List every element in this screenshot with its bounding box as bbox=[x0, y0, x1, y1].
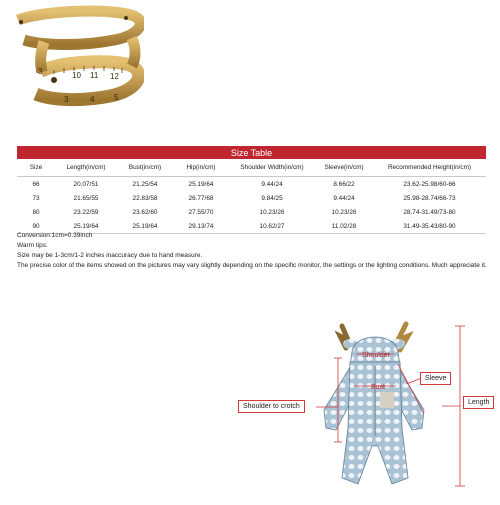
column-header: Recommended Height(in/cm) bbox=[373, 159, 486, 177]
table-cell: 25.19/64 bbox=[55, 219, 117, 234]
size-table bbox=[17, 146, 486, 234]
table-row bbox=[17, 205, 486, 219]
column-header: Bust(in/cm) bbox=[117, 159, 173, 177]
table-cell: 28.74-31.49/73-80 bbox=[403, 208, 456, 216]
table-cell: 31.49-35.43/80-90 bbox=[373, 219, 486, 234]
size-notes bbox=[17, 231, 487, 271]
size-table-title: Size Table bbox=[17, 146, 486, 159]
column-header: Size bbox=[17, 159, 55, 177]
table-row bbox=[17, 177, 486, 192]
tape-number: 4 bbox=[90, 95, 95, 104]
table-cell: 26.77/68 bbox=[188, 194, 214, 202]
table-cell: 23.22/59 bbox=[73, 208, 99, 216]
table-cell: 9.44/24 bbox=[333, 194, 355, 202]
size-table-header-row bbox=[17, 159, 486, 177]
bust-label: Bust bbox=[371, 384, 386, 391]
table-cell: 21.65/55 bbox=[73, 194, 99, 202]
table-cell: 90 bbox=[17, 219, 55, 234]
column-header: Length(in/cm) bbox=[55, 159, 117, 177]
tape-number: 3 bbox=[64, 95, 69, 104]
table-cell: 25.19/64 bbox=[117, 219, 173, 234]
table-cell: 20.07/51 bbox=[73, 180, 99, 188]
length-label: Length bbox=[463, 396, 494, 409]
table-cell: 11.02/28 bbox=[315, 219, 373, 234]
table-cell: 21.25/54 bbox=[132, 180, 158, 188]
deer-patch bbox=[380, 392, 394, 408]
table-cell: 25.19/64 bbox=[188, 180, 214, 188]
table-cell: 29.13/74 bbox=[173, 219, 229, 234]
table-cell: 80 bbox=[32, 208, 40, 216]
column-header: Sleeve(in/cm) bbox=[315, 159, 373, 177]
table-cell: 23.62/60 bbox=[132, 208, 158, 216]
size-table-title-row bbox=[17, 146, 486, 159]
table-cell: 73 bbox=[32, 194, 40, 202]
table-cell: 22.83/58 bbox=[132, 194, 158, 202]
shoulder-to-crotch-label: Shoulder to crotch bbox=[238, 400, 305, 413]
color-note: The precise color of the items showed on the pictures may vary slightly depending on the specific monitor, the settings or the lighting conditions. Much appreciate it. bbox=[17, 262, 487, 269]
table-cell: 10.23/26 bbox=[259, 208, 285, 216]
column-header: Shoulder Width(in/cm) bbox=[229, 159, 315, 177]
romper-measurement-image bbox=[230, 318, 500, 500]
table-cell: 9.84/25 bbox=[261, 194, 283, 202]
sleeve-label: Sleeve bbox=[420, 372, 451, 385]
conversion-note: Conversion:1cm=0.39inch bbox=[17, 232, 93, 239]
table-cell: 66 bbox=[32, 180, 40, 188]
table-cell: 9.44/24 bbox=[261, 180, 283, 188]
inaccuracy-note: Size may be 1-3cm/1-2 inches inaccuracy due to hand measure. bbox=[17, 252, 203, 259]
table-cell: 10.62/27 bbox=[229, 219, 315, 234]
tape-number: 11 bbox=[90, 71, 99, 80]
table-cell: 8.66/22 bbox=[333, 180, 355, 188]
table-row bbox=[17, 191, 486, 205]
table-cell: 25.98-28.74/66-73 bbox=[403, 194, 456, 202]
shoulder-label: Shoulder bbox=[362, 352, 391, 359]
tape-number: 5 bbox=[114, 93, 119, 102]
table-cell: 10.23/26 bbox=[331, 208, 357, 216]
column-header: Hip(in/cm) bbox=[173, 159, 229, 177]
measuring-tape-image bbox=[14, 2, 144, 112]
tape-number: 10 bbox=[72, 71, 81, 80]
table-cell: 27.55/70 bbox=[188, 208, 214, 216]
table-cell: 23.62-25.98/60-66 bbox=[403, 180, 456, 188]
tape-number: 3 bbox=[38, 67, 43, 76]
warm-tips-heading: Warm tips: bbox=[17, 242, 48, 249]
tape-number: 12 bbox=[110, 72, 119, 81]
